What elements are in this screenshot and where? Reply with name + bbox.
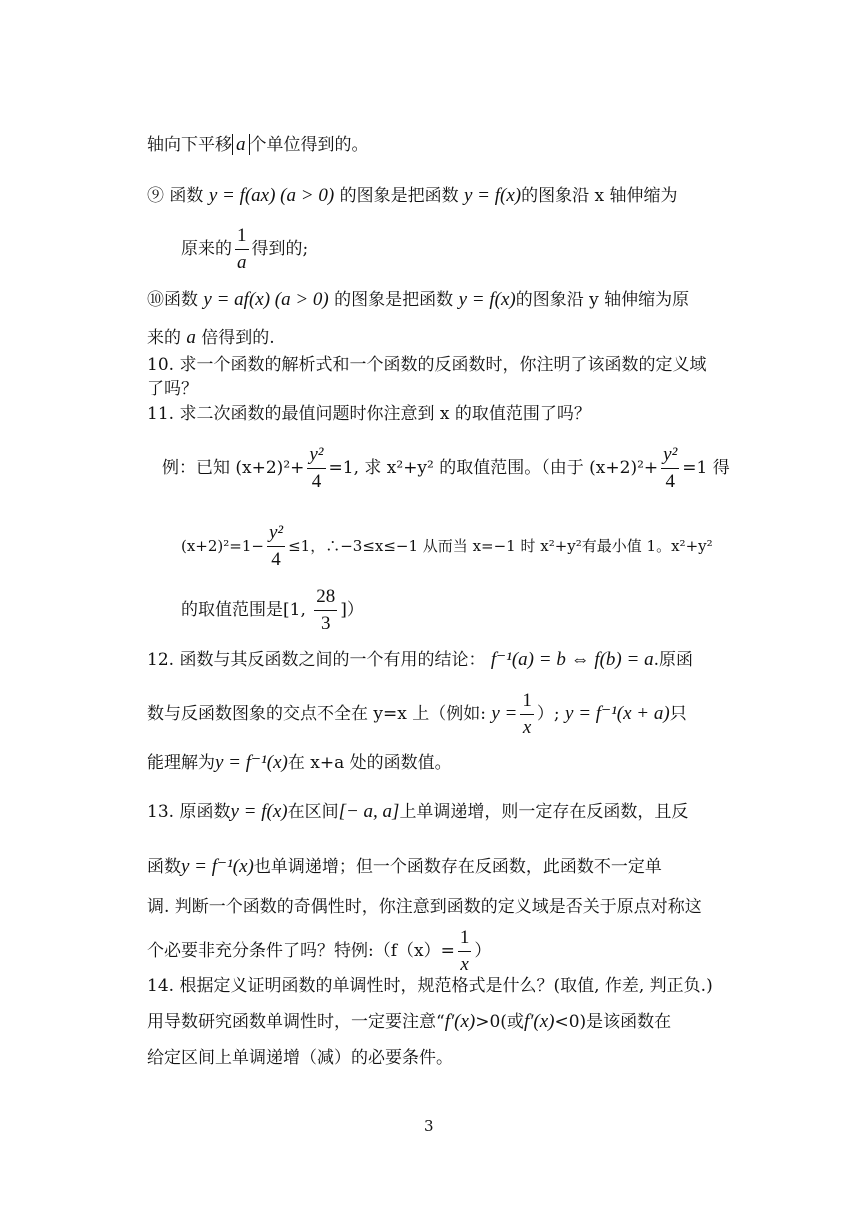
- text-run: 在区间: [287, 802, 339, 822]
- text-line: [147, 927, 491, 976]
- fraction: [520, 690, 534, 739]
- fraction-numerator: 1: [458, 927, 472, 952]
- text-run: 例：已知 (x+2)²+: [162, 458, 305, 478]
- text-line: 给定区间上单调递增（减）的必要条件。: [147, 1048, 453, 1068]
- text-line: [147, 649, 693, 671]
- text-run: 原来的: [181, 239, 232, 259]
- math-expression: f′(x): [523, 1011, 555, 1032]
- fraction-numerator: 1: [235, 225, 249, 250]
- text-line: 了吗？: [147, 379, 198, 399]
- text-run: 来的: [147, 328, 187, 348]
- text-run: 13. 原函数: [147, 802, 231, 822]
- fraction: [314, 586, 337, 635]
- math-expression: y = f⁻¹(x): [181, 856, 254, 877]
- math-interval: [− a, a]: [338, 801, 400, 822]
- text-run: ）: [474, 941, 492, 961]
- text-line: [147, 752, 452, 774]
- text-line: [147, 690, 687, 739]
- text-run: 能理解为: [147, 753, 215, 773]
- math-variable: a: [186, 327, 196, 348]
- fraction-denominator: a: [237, 252, 247, 273]
- text-line: [147, 1011, 671, 1033]
- text-run: 的图象沿 x 轴伸缩为: [521, 186, 678, 206]
- fraction-numerator: y²: [661, 444, 679, 469]
- math-abs-a: a: [232, 134, 250, 155]
- fraction-numerator: 1: [520, 690, 534, 715]
- text-line: 10. 求一个函数的解析式和一个函数的反函数时，你注明了该函数的定义域: [147, 355, 707, 375]
- text-line: [147, 801, 688, 823]
- text-run: (x+2)²=1−: [181, 537, 264, 555]
- text-run: 的图象是把函数: [328, 290, 459, 310]
- text-run: >0(或: [475, 1012, 524, 1032]
- text-run: 12. 函数与其反函数之间的一个有用的结论：: [147, 650, 491, 670]
- text-run: ⑩函数: [147, 290, 204, 310]
- text-line: [147, 856, 662, 878]
- text-run: 上单调递增，则一定存在反函数，且反: [399, 802, 689, 822]
- math-expression: y = f(x): [458, 289, 516, 310]
- text-line: [147, 289, 689, 311]
- fraction-denominator: x: [460, 954, 469, 975]
- fraction-denominator: 3: [321, 613, 331, 634]
- fraction: [661, 444, 679, 493]
- text-run: 的图象沿 y 轴伸缩为原: [515, 290, 690, 310]
- text-run: 的图象是把函数: [334, 186, 464, 206]
- text-line: [147, 134, 369, 156]
- text-run: =1, 求 x²+y² 的取值范围。（由于 (x+2)²+: [328, 458, 659, 478]
- text-line: [181, 522, 713, 571]
- text-run: 个单位得到的。: [249, 135, 369, 155]
- text-line: [147, 185, 678, 207]
- math-expression: y = f⁻¹(x): [215, 752, 288, 773]
- page-number: 3: [424, 1117, 434, 1135]
- math-expression: y =: [491, 703, 518, 724]
- text-run: <0)是该函数在: [554, 1012, 672, 1032]
- text-run: 只: [669, 704, 687, 724]
- text-run: 得到的;: [251, 239, 309, 259]
- math-expression: y = f⁻¹(x + a): [565, 703, 670, 724]
- math-expression: y = f(x): [463, 185, 522, 206]
- math-expression: f⁻¹(a) = b ⇔ f(b) = a: [490, 649, 654, 670]
- fraction: [235, 225, 249, 274]
- fraction-denominator: 4: [271, 549, 281, 570]
- math-expression: y = af(x) (a > 0): [203, 289, 329, 310]
- text-run: 函数: [147, 857, 181, 877]
- fraction: [458, 927, 472, 976]
- text-line: [147, 327, 275, 349]
- text-run: 轴向下平移: [147, 135, 232, 155]
- text-line: [162, 444, 730, 493]
- text-run: ⑨ 函数: [147, 186, 209, 206]
- math-expression: y = f(x): [230, 801, 288, 822]
- math-expression: f′(x): [444, 1011, 476, 1032]
- text-run: =1 得: [682, 458, 730, 478]
- text-line: [181, 586, 364, 635]
- fraction-denominator: 4: [665, 471, 675, 492]
- text-run: 倍得到的.: [195, 328, 275, 348]
- fraction-denominator: x: [522, 717, 532, 738]
- text-run: 也单调递增；但一个函数存在反函数，此函数不一定单: [253, 857, 662, 877]
- text-run: ≤1，∴−3≤x≤−1 从而当 x=−1 时 x²+y²有最小值 1。x²+y²: [288, 537, 713, 555]
- text-line: 11. 求二次函数的最值问题时你注意到 x 的取值范围了吗？: [147, 404, 591, 424]
- fraction-numerator: y²: [307, 444, 325, 469]
- text-run: 个必要非充分条件了吗？特例:（f（x）=: [147, 941, 455, 961]
- text-run: 数与反函数图象的交点不全在 y=x 上（例如:: [147, 704, 492, 724]
- text-run: ）;: [536, 704, 566, 724]
- fraction-denominator: 4: [311, 471, 322, 492]
- text-run: .原函: [653, 650, 693, 670]
- text-line: 调. 判断一个函数的奇偶性时，你注意到函数的定义域是否关于原点对称这: [147, 897, 702, 917]
- text-run: 用导数研究函数单调性时，一定要注意“: [147, 1012, 445, 1032]
- text-run: 的取值范围是[1,: [181, 600, 312, 620]
- text-line: [181, 225, 308, 274]
- text-run: 在 x+a 处的函数值。: [287, 753, 452, 773]
- fraction: [267, 522, 285, 571]
- text-run: ]）: [340, 600, 364, 620]
- fraction-numerator: 28: [314, 586, 337, 611]
- math-expression: y = f(ax) (a > 0): [208, 185, 335, 206]
- text-line: 14. 根据定义证明函数的单调性时，规范格式是什么？(取值, 作差, 判正负.): [147, 976, 713, 996]
- fraction: [307, 444, 325, 493]
- fraction-numerator: y²: [267, 522, 285, 547]
